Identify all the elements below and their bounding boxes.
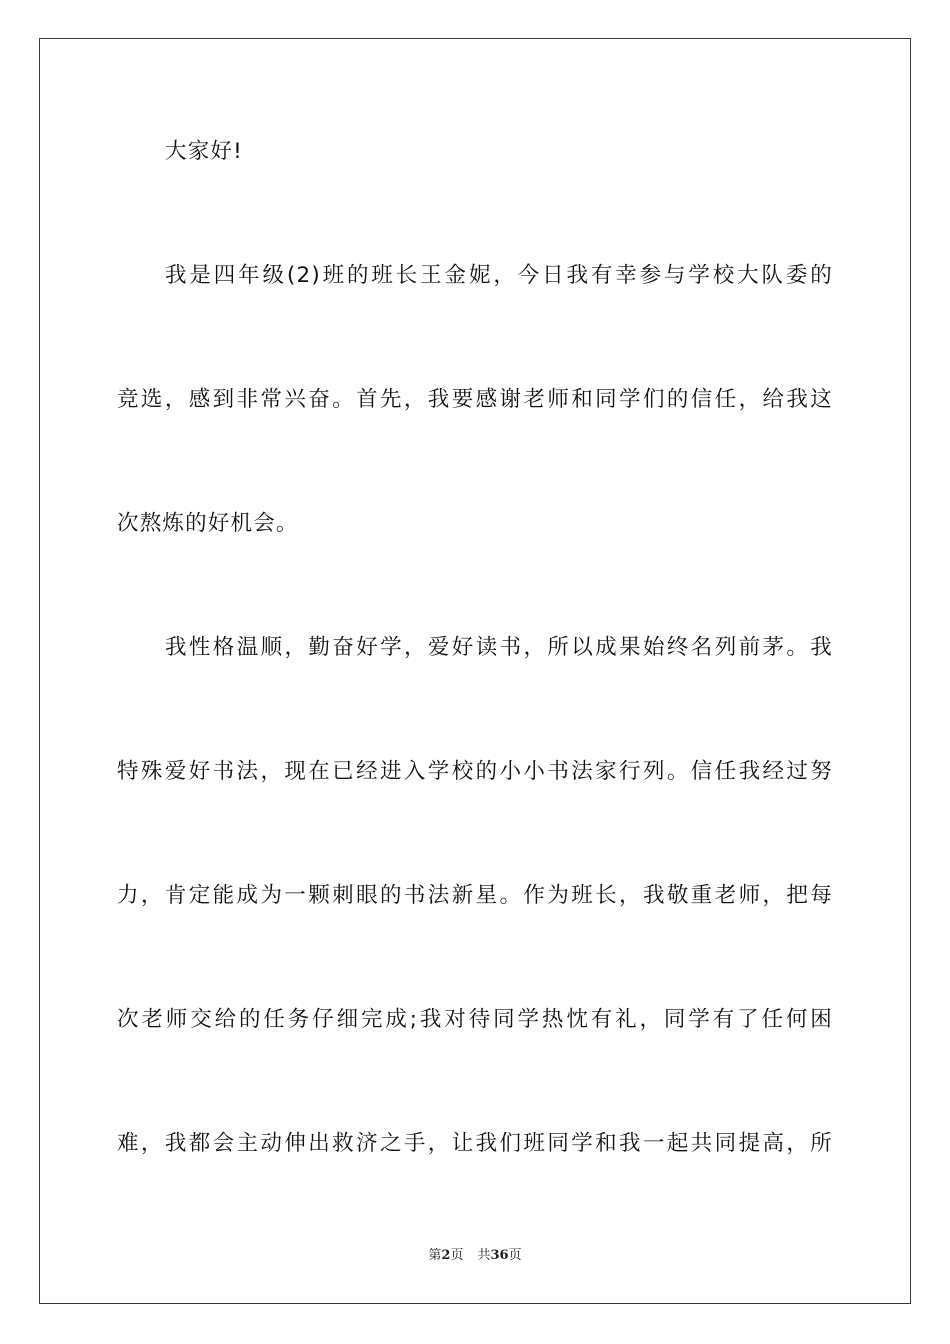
total-pages-indicator [477, 1248, 521, 1263]
paragraph-1-line-2: 竞选，感到非常兴奋。首先，我要感谢老师和同学们的信任，给我这 [117, 387, 833, 412]
paragraph-2-line-3: 力，肯定能成为一颗刺眼的书法新星。作为班长，我敬重老师，把每 [117, 883, 833, 908]
paragraph-2-line-2: 特殊爱好书法，现在已经进入学校的小小书法家行列。信任我经过努 [117, 759, 833, 784]
total-pages: 36 [490, 1248, 509, 1263]
paragraph-2-line-1: 我性格温顺，勤奋好学，爱好读书，所以成果始终名列前茅。我 [165, 635, 833, 660]
paragraph-1-line-3: 次熬炼的好机会。 [117, 511, 299, 536]
page-suffix: 页 [450, 1248, 464, 1263]
greeting-line: 大家好! [165, 139, 243, 164]
page-number: 2 [441, 1248, 451, 1263]
page-footer [0, 1247, 950, 1265]
paragraph-2-line-5: 难，我都会主动伸出救济之手，让我们班同学和我一起共同提高，所 [117, 1131, 833, 1156]
page-indicator [428, 1248, 463, 1263]
paragraph-1-line-1: 我是四年级(2)班的班长王金妮，今日我有幸参与学校大队委的 [165, 263, 833, 288]
paragraph-2-line-4: 次老师交给的任务仔细完成;我对待同学热忱有礼，同学有了任何困 [117, 1007, 833, 1032]
total-prefix: 共 [477, 1248, 491, 1263]
total-suffix: 页 [508, 1248, 522, 1263]
page-border [39, 38, 911, 1304]
page-prefix: 第 [428, 1248, 442, 1263]
